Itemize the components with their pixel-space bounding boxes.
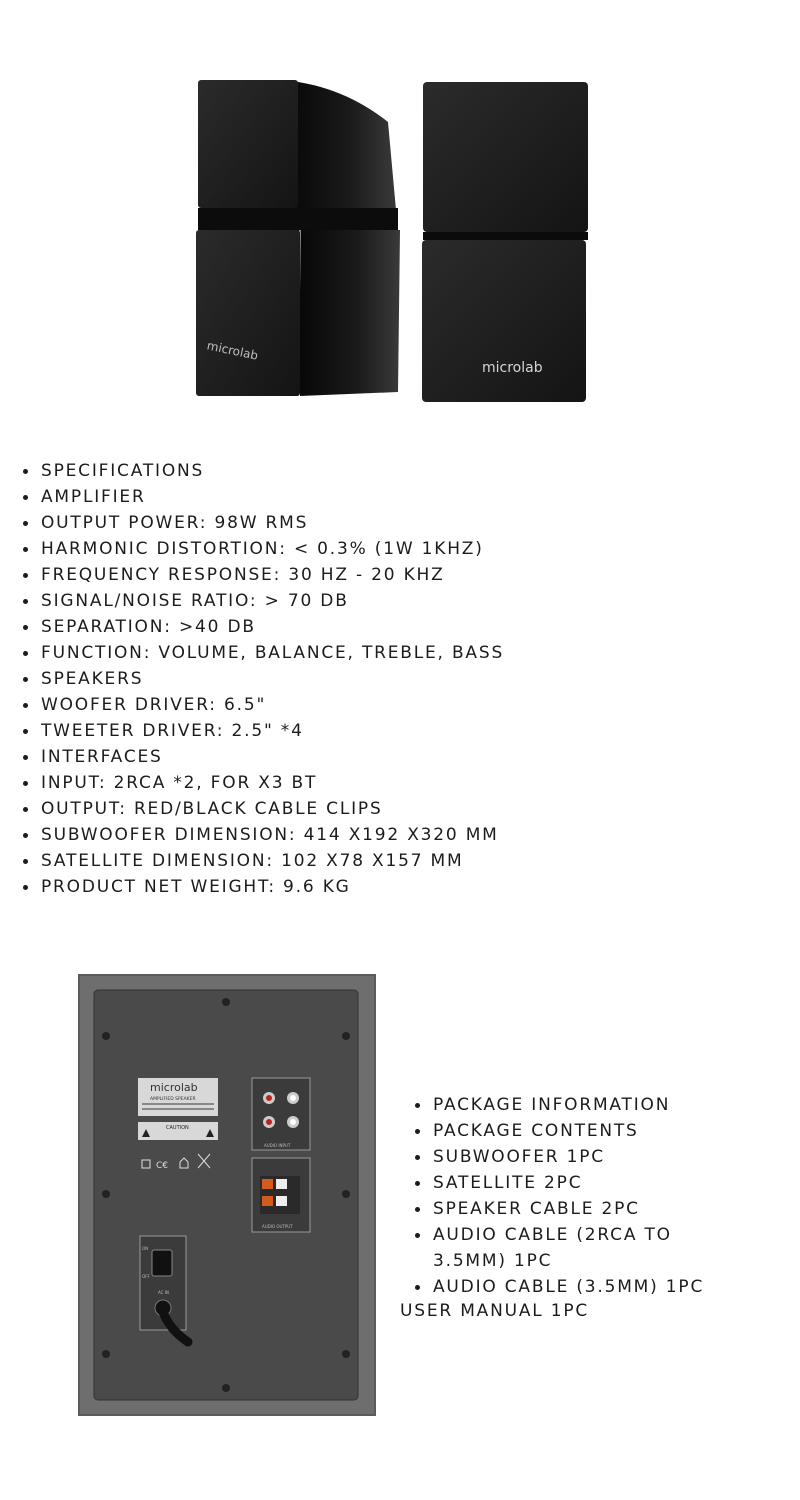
audio-output-label: AUDIO OUTPUT <box>262 1224 293 1229</box>
audio-input-label: AUDIO INPUT <box>264 1143 291 1148</box>
spec-item: HARMONIC DISTORTION: < 0.3% (1W 1KHZ) <box>20 536 504 562</box>
spec-item: SPEAKERS <box>20 666 504 692</box>
spec-item: SPECIFICATIONS <box>20 458 504 484</box>
spec-item: OUTPUT POWER: 98W RMS <box>20 510 504 536</box>
spec-item: AMPLIFIER <box>20 484 504 510</box>
spec-item: SATELLITE DIMENSION: 102 X78 X157 MM <box>20 848 504 874</box>
spec-item: INPUT: 2RCA *2, FOR X3 BT <box>20 770 504 796</box>
package-item: AUDIO CABLE (3.5MM) 1PC <box>412 1274 732 1300</box>
switch-off-label: OFF <box>142 1274 150 1279</box>
right-satellite-speaker <box>422 82 588 402</box>
spec-item: FREQUENCY RESPONSE: 30 HZ - 20 KHZ <box>20 562 504 588</box>
specifications-list <box>20 458 504 900</box>
subwoofer-back-panel-image <box>78 974 376 1416</box>
spec-item: INTERFACES <box>20 744 504 770</box>
package-item: SUBWOOFER 1PC <box>412 1144 732 1170</box>
spec-item: OUTPUT: RED/BLACK CABLE CLIPS <box>20 796 504 822</box>
label-line: AMPLIFIED SPEAKER <box>150 1097 196 1102</box>
left-satellite-speaker <box>196 80 400 396</box>
spec-item: SEPARATION: >40 DB <box>20 614 504 640</box>
package-contents-list <box>412 1092 732 1300</box>
package-item: PACKAGE INFORMATION <box>412 1092 732 1118</box>
svg-text:C€: C€ <box>156 1161 169 1171</box>
brand-logo-right: microlab <box>482 360 543 376</box>
caution-label: CAUTION <box>166 1125 189 1131</box>
satellite-speakers-image <box>180 62 610 412</box>
package-item: AUDIO CABLE (2RCA TO 3.5MM) 1PC <box>412 1222 732 1274</box>
spec-item: SIGNAL/NOISE RATIO: > 70 DB <box>20 588 504 614</box>
audio-input-panel <box>252 1078 310 1150</box>
package-trailing-line: USER MANUAL 1PC <box>400 1301 590 1321</box>
package-item: SPEAKER CABLE 2PC <box>412 1196 732 1222</box>
package-item: PACKAGE CONTENTS <box>412 1118 732 1144</box>
switch-on-label: ON <box>142 1246 149 1251</box>
spec-item: SUBWOOFER DIMENSION: 414 X192 X320 MM <box>20 822 504 848</box>
spec-item: PRODUCT NET WEIGHT: 9.6 KG <box>20 874 504 900</box>
spec-item: TWEETER DRIVER: 2.5" *4 <box>20 718 504 744</box>
spec-item: FUNCTION: VOLUME, BALANCE, TREBLE, BASS <box>20 640 504 666</box>
ac-in-label: AC IN <box>158 1290 169 1295</box>
audio-output-panel <box>252 1158 310 1232</box>
brand-logo-left: microlab <box>205 338 260 363</box>
back-brand-logo: microlab <box>150 1081 198 1094</box>
spec-item: WOOFER DRIVER: 6.5" <box>20 692 504 718</box>
package-item: SATELLITE 2PC <box>412 1170 732 1196</box>
power-module <box>140 1236 188 1342</box>
